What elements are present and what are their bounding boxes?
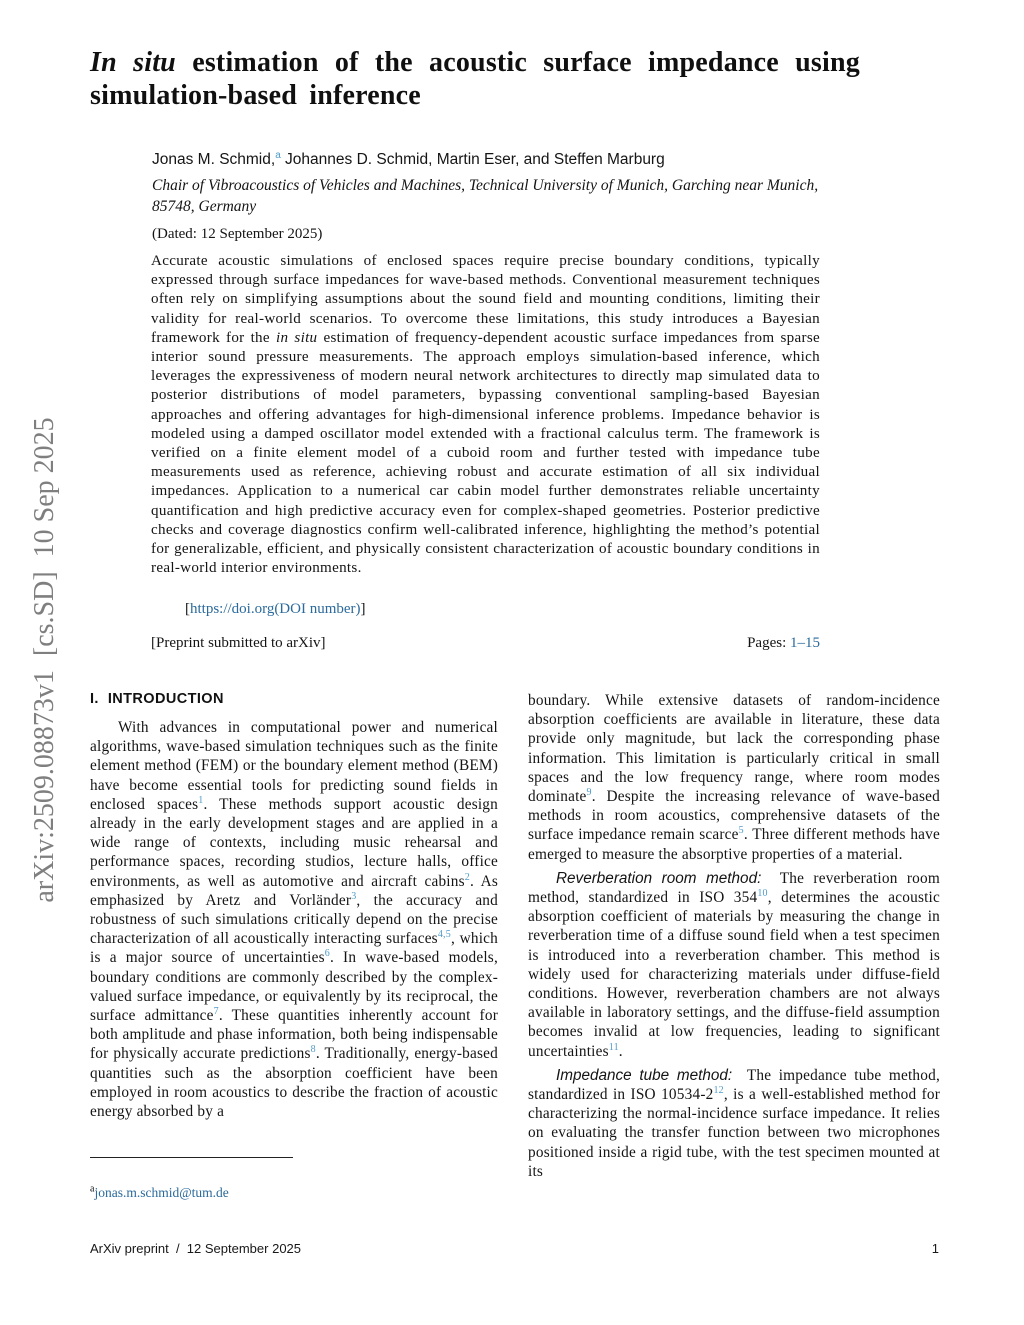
dated-line: (Dated: 12 September 2025) xyxy=(152,226,323,242)
author-line: Jonas M. Schmid,$^a$ Johannes D. Schmid, Martin Eser, and Steffen Marburg xyxy=(152,149,665,168)
citation-ref[interactable]: 11 xyxy=(608,1041,619,1053)
section-number: I. xyxy=(90,691,99,707)
citation-ref[interactable]: 3 xyxy=(351,890,357,902)
citation-ref[interactable]: 12 xyxy=(713,1084,724,1096)
section-heading-introduction xyxy=(90,691,498,707)
footnote-email-line xyxy=(90,1185,498,1201)
page-number: 1 xyxy=(931,1241,939,1256)
impedance-tube-method-paragraph: Impedance tube method: The impedance tube method, standardized in ISO 10534-2$^{12}$, is a well-established method for characterizing the normal-incidence surface impedance. It relies on evaluating the transfer function between two microphones positioned inside a rigid tube, with the test specimen mounted at its xyxy=(528,1066,941,1180)
preprint-note: [Preprint submitted to arXiv] xyxy=(151,635,326,651)
citation-ref[interactable]: 4,5 xyxy=(437,929,451,941)
citation-ref[interactable]: 10 xyxy=(757,887,768,899)
citation-ref[interactable]: 1 xyxy=(198,794,204,806)
intro-paragraph-continued: boundary. While extensive datasets of random-incidence absorption coefficients are available in literature, these data provide only magnitude, but lack the corresponding phase information. This limitation is particularly critical in small spaces and the low frequency range, where room modes dominate$^9$. Despite the increasing relevance of wave-based methods in room acoustics, comprehensive datasets of the surface impedance remain scarce$^5$. Three different methods have emerged to measure the absorptive properties of a material. xyxy=(528,692,940,863)
citation-ref[interactable]: a xyxy=(275,149,281,161)
paper-title: In situ estimation of the acoustic surface impedance using simulation-based inference xyxy=(90,47,860,111)
method-label: Reverberation room method: xyxy=(556,869,762,887)
footnote-rule xyxy=(90,1157,293,1158)
hyperlink[interactable]: https://doi.org(DOI number) xyxy=(190,601,361,617)
hyperlink[interactable]: jonas.m.schmid@tum.de xyxy=(94,1185,229,1200)
emphasis-text: in situ xyxy=(275,329,318,346)
arxiv-watermark: arXiv:2509.08873v1 [cs.SD] 10 Sep 2025 xyxy=(29,417,60,903)
author-footnote xyxy=(90,1157,498,1201)
page-footer xyxy=(90,1241,939,1256)
citation-ref[interactable]: 9 xyxy=(586,786,592,798)
citation-ref[interactable]: 7 xyxy=(213,1005,219,1017)
reverberation-room-method-paragraph: Reverberation room method: The reverberation room method, standardized in ISO 354$^{10}$, determines the acoustic absorption coefficient of materials by measuring the change in reverberation time of a diffuse sound field when a test specimen is introduced into a reverberation chamber. This method is widely used for characterizing materials under diffuse-field conditions. However, reverberation chambers are not always available in laboratory settings, and the diffuse-field assumption becomes invalid at low frequencies, leading to significant uncertainties$^{11}$. xyxy=(528,869,940,1060)
emphasis-text: In situ xyxy=(90,47,176,78)
footnote-marker: a xyxy=(90,1183,95,1195)
right-column xyxy=(528,691,940,1181)
left-column xyxy=(90,691,498,1121)
citation-ref[interactable]: 2 xyxy=(464,871,470,883)
pages-range: Pages: 1–15 xyxy=(747,635,820,651)
intro-paragraph: With advances in computational power and numerical algorithms, wave-based simulation techniques such as the finite element method (FEM) or the boundary element method (BEM) have become essential tools for predicting sound fields in enclosed spaces$^1$. These methods support acoustic design already in the early development stages and are applied in a wide range of contexts, including music rehearsal and performance spaces, recording studios, lecture halls, office environments, as well as automotive and aircraft cabins$^2$. As emphasized by Aretz and Vorländer$^3$, the accuracy and robustness of such simulations critically depend on the precise characterization of all acoustically interacting surfaces$^{4,5}$, which is a major source of uncertainties$^6$. In wave-based models, boundary conditions are commonly described by the complex-valued surface impedance, or equivalently by its reciprocal, the surface admittance$^7$. These quantities inherently account for both amplitude and phase information, both being indispensable for physically accurate predictions$^8$. Traditionally, energy-based quantities such as the absorption coefficient have been employed in room acoustics to describe the fraction of acoustic energy absorbed by a xyxy=(90,719,499,1121)
footer-journal-line: ArXiv preprint / 12 September 2025 xyxy=(90,1241,302,1256)
citation-ref[interactable]: 8 xyxy=(310,1044,316,1056)
method-label: Impedance tube method: xyxy=(556,1066,733,1084)
doi-link-line: [https://doi.org(DOI number)] xyxy=(185,601,366,617)
section-label: INTRODUCTION xyxy=(107,691,224,707)
affiliation: Chair of Vibroacoustics of Vehicles and Machines, Technical University of Munich, Garching near Munich, 85748, Germany xyxy=(152,177,819,215)
hyperlink[interactable]: 1–15 xyxy=(790,635,820,651)
citation-ref[interactable]: 6 xyxy=(324,948,330,960)
citation-ref[interactable]: 5 xyxy=(738,825,744,837)
preprint-row xyxy=(151,635,820,652)
abstract-text: Accurate acoustic simulations of enclosed spaces require precise boundary conditions, typically expressed through surface impedances for wave-based methods. Conventional measurement techniques often rely on simplifying assumptions about the sound field and mounting conditions, limiting their validity for real-world scenarios. To overcome these limitations, this study introduces a Bayesian framework for the in situ estimation of frequency-dependent acoustic surface impedances from sparse interior sound pressure measurements. The approach employs simulation-based inference, which leverages the expressiveness of modern neural network architectures to directly map simulated data to posterior distributions of model parameters, bypassing conventional sampling-based Bayesian approaches and offering advantages for high-dimensional inference problems. Impedance behavior is modeled using a damped oscillator model extended with a fractional calculus term. The framework is verified on a finite element model of a cuboid room and further tested with impedance tube measurements used as reference, achieving robust and accurate estimation of all six individual impedances. Application to a numerical car cabin model further demonstrates reliable uncertainty quantification and high predictive accuracy even for complex-shaped geometries. Posterior predictive checks and coverage diagnostics confirm well-calibrated inference, highlighting the method’s potential for generalizable, efficient, and physically consistent characterization of acoustic boundary conditions in real-world interior environments. xyxy=(151,253,821,577)
